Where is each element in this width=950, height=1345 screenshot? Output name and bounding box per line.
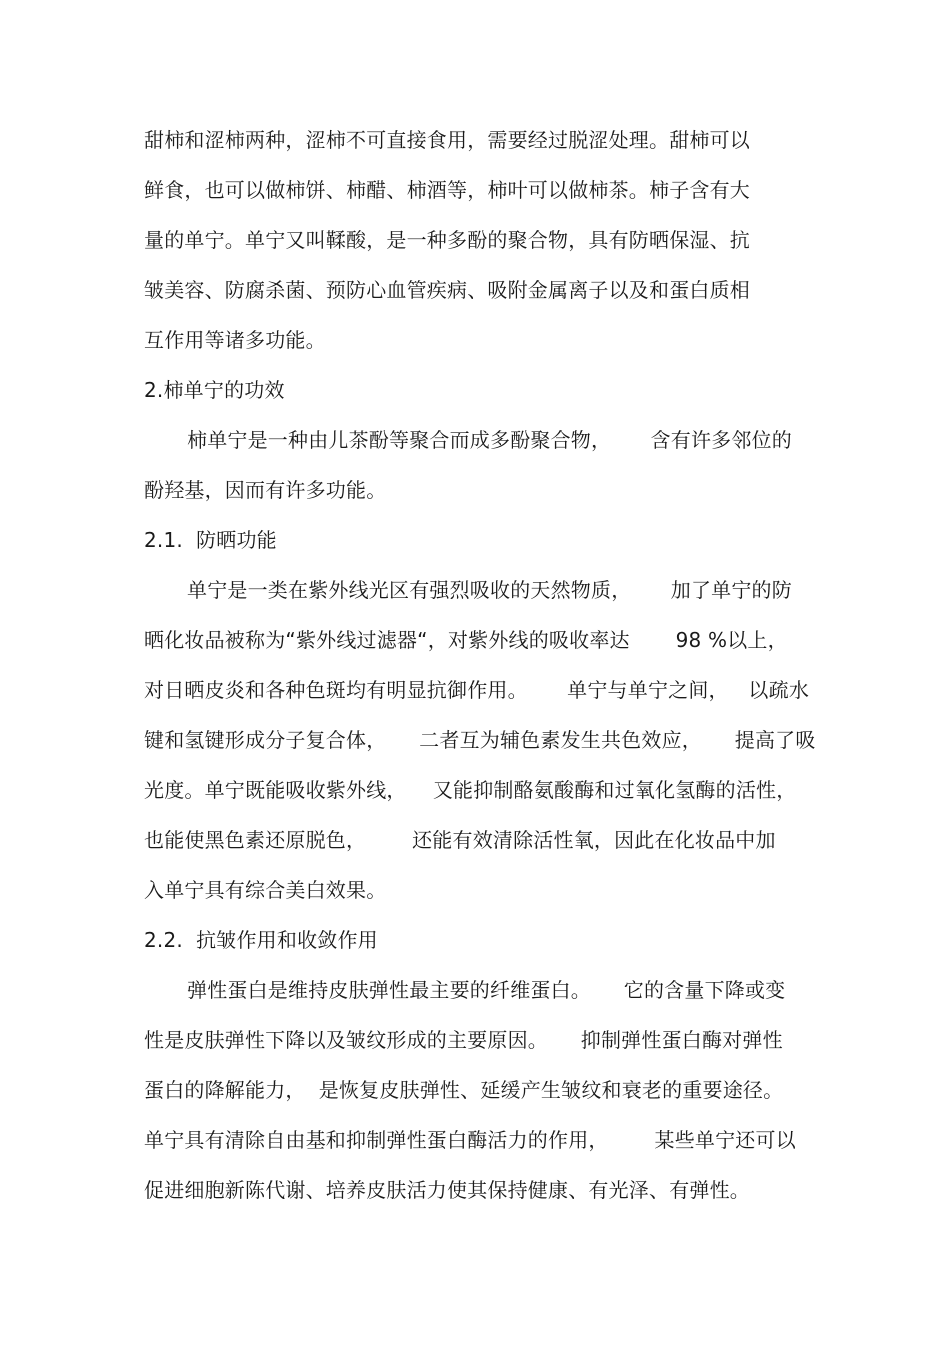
section-2-1-line-5: 光度。单宁既能吸收紫外线， 又能抑制酪氨酸酶和过氧化氢酶的活性，: [144, 778, 797, 802]
section-2-1-line-1: 单宁是一类在紫外线光区有强烈吸收的天然物质， 加了单宁的防: [187, 578, 792, 602]
section-2-2-line-2: 性是皮肤弹性下降以及皱纹形成的主要原因。 抑制弹性蛋白酶对弹性: [144, 1028, 783, 1052]
section-2-2-line-3: 蛋白的降解能力， 是恢复皮肤弹性、延缓产生皱纹和衰老的重要途径。: [144, 1078, 784, 1102]
section-2-2-line-4: 单宁具有清除自由基和抑制弹性蛋白酶活力的作用， 某些单宁还可以: [144, 1128, 796, 1152]
intro-line-3: 量的单宁。单宁又叫鞣酸，是一种多酚的聚合物，具有防晒保湿、抗: [144, 228, 750, 252]
section-2-1-line-7: 入单宁具有综合美白效果。: [144, 878, 387, 902]
section-2-2-heading: 2.2. 抗皱作用和收敛作用: [144, 928, 378, 952]
intro-line-1: 甜柿和涩柿两种，涩柿不可直接食用，需要经过脱涩处理。甜柿可以: [144, 128, 750, 152]
section-2-2-line-1: 弹性蛋白是维持皮肤弹性最主要的纤维蛋白。 它的含量下降或变: [187, 978, 786, 1002]
section-2-1-line-4: 键和氢键形成分子复合体， 二者互为辅色素发生共色效应， 提高了吸: [144, 728, 816, 752]
intro-line-2: 鲜食，也可以做柿饼、柿醋、柿酒等，柿叶可以做柿茶。柿子含有大: [144, 178, 750, 202]
section-2-line-1: 柿单宁是一种由儿茶酚等聚合而成多酚聚合物， 含有许多邻位的: [187, 428, 792, 452]
section-2-heading: 2.柿单宁的功效: [144, 378, 285, 402]
section-2-line-2: 酚羟基，因而有许多功能。: [144, 478, 387, 502]
intro-line-5: 互作用等诸多功能。: [144, 328, 326, 352]
section-2-1-line-3: 对日晒皮炎和各种色斑均有明显抗御作用。 单宁与单宁之间， 以疏水: [144, 678, 810, 702]
section-2-1-line-2: 晒化妆品被称为“紫外线过滤器“，对紫外线的吸收率达 98 %以上，: [144, 628, 788, 652]
intro-line-4: 皱美容、防腐杀菌、预防心血管疾病、吸附金属离子以及和蛋白质相: [144, 278, 750, 302]
section-2-1-line-6: 也能使黑色素还原脱色， 还能有效清除活性氧，因此在化妆品中加: [144, 828, 776, 852]
section-2-2-line-5: 促进细胞新陈代谢、培养皮肤活力使其保持健康、有光泽、有弹性。: [144, 1178, 750, 1202]
section-2-1-heading: 2.1. 防晒功能: [144, 528, 277, 552]
